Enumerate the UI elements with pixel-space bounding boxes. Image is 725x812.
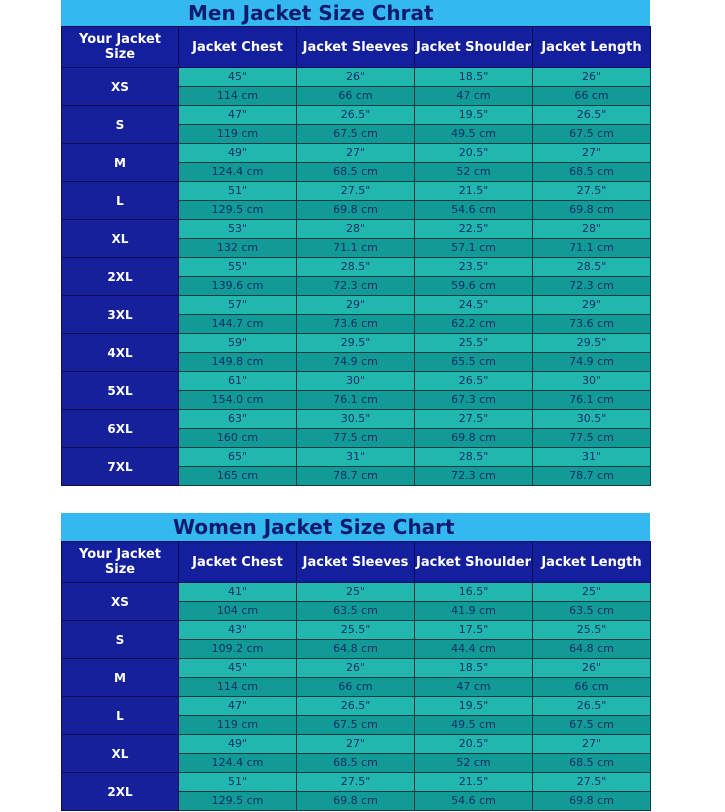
size-label: L bbox=[62, 182, 179, 220]
chest-inches: 61" bbox=[179, 372, 297, 391]
sleeves-cm: 71.1 cm bbox=[297, 239, 415, 258]
sleeves-inches: 27.5" bbox=[297, 182, 415, 201]
table-row bbox=[62, 773, 651, 792]
size-label: 2XL bbox=[62, 773, 179, 811]
sleeves-cm: 66 cm bbox=[297, 678, 415, 697]
shoulder-cm: 52 cm bbox=[415, 163, 533, 182]
chest-cm: 109.2 cm bbox=[179, 640, 297, 659]
shoulder-inches: 27.5" bbox=[415, 410, 533, 429]
header-size: Your Jacket Size bbox=[62, 27, 179, 68]
chest-cm: 139.6 cm bbox=[179, 277, 297, 296]
shoulder-inches: 20.5" bbox=[415, 144, 533, 163]
chest-inches: 63" bbox=[179, 410, 297, 429]
size-label: 2XL bbox=[62, 258, 179, 296]
shoulder-inches: 18.5" bbox=[415, 68, 533, 87]
men-size-table bbox=[61, 26, 651, 486]
size-label: 3XL bbox=[62, 296, 179, 334]
chest-cm: 124.4 cm bbox=[179, 754, 297, 773]
shoulder-inches: 22.5" bbox=[415, 220, 533, 239]
sleeves-inches: 25.5" bbox=[297, 621, 415, 640]
chest-inches: 49" bbox=[179, 735, 297, 754]
length-inches: 29.5" bbox=[533, 334, 651, 353]
sleeves-inches: 28" bbox=[297, 220, 415, 239]
sleeves-inches: 27" bbox=[297, 735, 415, 754]
shoulder-cm: 52 cm bbox=[415, 754, 533, 773]
shoulder-cm: 69.8 cm bbox=[415, 429, 533, 448]
size-label: S bbox=[62, 106, 179, 144]
length-inches: 28" bbox=[533, 220, 651, 239]
chest-inches: 55" bbox=[179, 258, 297, 277]
size-label: 6XL bbox=[62, 410, 179, 448]
shoulder-cm: 57.1 cm bbox=[415, 239, 533, 258]
chest-inches: 49" bbox=[179, 144, 297, 163]
shoulder-inches: 23.5" bbox=[415, 258, 533, 277]
table-row bbox=[62, 697, 651, 716]
chest-inches: 57" bbox=[179, 296, 297, 315]
sleeves-inches: 29.5" bbox=[297, 334, 415, 353]
size-label: 4XL bbox=[62, 334, 179, 372]
shoulder-inches: 26.5" bbox=[415, 372, 533, 391]
size-label: XS bbox=[62, 583, 179, 621]
header-length: Jacket Length bbox=[533, 542, 651, 583]
table-row bbox=[62, 621, 651, 640]
shoulder-inches: 25.5" bbox=[415, 334, 533, 353]
women-header-row bbox=[62, 542, 651, 583]
sleeves-cm: 69.8 cm bbox=[297, 792, 415, 811]
shoulder-cm: 54.6 cm bbox=[415, 792, 533, 811]
shoulder-cm: 44.4 cm bbox=[415, 640, 533, 659]
length-cm: 73.6 cm bbox=[533, 315, 651, 334]
chest-inches: 51" bbox=[179, 182, 297, 201]
length-cm: 74.9 cm bbox=[533, 353, 651, 372]
chest-cm: 165 cm bbox=[179, 467, 297, 486]
shoulder-inches: 16.5" bbox=[415, 583, 533, 602]
shoulder-cm: 47 cm bbox=[415, 87, 533, 106]
size-label: L bbox=[62, 697, 179, 735]
shoulder-inches: 20.5" bbox=[415, 735, 533, 754]
header-chest: Jacket Chest bbox=[179, 27, 297, 68]
chest-inches: 41" bbox=[179, 583, 297, 602]
chest-cm: 119 cm bbox=[179, 125, 297, 144]
length-cm: 63.5 cm bbox=[533, 602, 651, 621]
chest-cm: 114 cm bbox=[179, 87, 297, 106]
shoulder-cm: 65.5 cm bbox=[415, 353, 533, 372]
chest-cm: 154.0 cm bbox=[179, 391, 297, 410]
length-cm: 76.1 cm bbox=[533, 391, 651, 410]
length-inches: 27.5" bbox=[533, 773, 651, 792]
table-row bbox=[62, 220, 651, 239]
sleeves-cm: 66 cm bbox=[297, 87, 415, 106]
size-label: S bbox=[62, 621, 179, 659]
sleeves-cm: 77.5 cm bbox=[297, 429, 415, 448]
shoulder-inches: 17.5" bbox=[415, 621, 533, 640]
length-inches: 25.5" bbox=[533, 621, 651, 640]
chest-cm: 119 cm bbox=[179, 716, 297, 735]
chest-cm: 104 cm bbox=[179, 602, 297, 621]
size-label: XL bbox=[62, 220, 179, 258]
table-row bbox=[62, 735, 651, 754]
chest-inches: 45" bbox=[179, 68, 297, 87]
header-length: Jacket Length bbox=[533, 27, 651, 68]
chest-inches: 45" bbox=[179, 659, 297, 678]
sleeves-cm: 67.5 cm bbox=[297, 716, 415, 735]
sleeves-inches: 26" bbox=[297, 659, 415, 678]
sleeves-inches: 28.5" bbox=[297, 258, 415, 277]
sleeves-cm: 73.6 cm bbox=[297, 315, 415, 334]
sleeves-inches: 30" bbox=[297, 372, 415, 391]
shoulder-cm: 47 cm bbox=[415, 678, 533, 697]
shoulder-cm: 41.9 cm bbox=[415, 602, 533, 621]
length-cm: 68.5 cm bbox=[533, 754, 651, 773]
sleeves-cm: 72.3 cm bbox=[297, 277, 415, 296]
chest-cm: 129.5 cm bbox=[179, 201, 297, 220]
length-inches: 30.5" bbox=[533, 410, 651, 429]
table-row bbox=[62, 334, 651, 353]
length-inches: 26" bbox=[533, 68, 651, 87]
chest-cm: 124.4 cm bbox=[179, 163, 297, 182]
shoulder-inches: 19.5" bbox=[415, 697, 533, 716]
size-label: 7XL bbox=[62, 448, 179, 486]
chest-cm: 132 cm bbox=[179, 239, 297, 258]
chest-inches: 65" bbox=[179, 448, 297, 467]
sleeves-cm: 68.5 cm bbox=[297, 163, 415, 182]
length-cm: 72.3 cm bbox=[533, 277, 651, 296]
table-row bbox=[62, 372, 651, 391]
shoulder-inches: 24.5" bbox=[415, 296, 533, 315]
length-inches: 27" bbox=[533, 735, 651, 754]
shoulder-inches: 21.5" bbox=[415, 182, 533, 201]
header-shoulder: Jacket Shoulder bbox=[415, 542, 533, 583]
length-cm: 66 cm bbox=[533, 87, 651, 106]
length-inches: 29" bbox=[533, 296, 651, 315]
table-row bbox=[62, 296, 651, 315]
chest-inches: 53" bbox=[179, 220, 297, 239]
length-cm: 64.8 cm bbox=[533, 640, 651, 659]
shoulder-cm: 49.5 cm bbox=[415, 125, 533, 144]
header-sleeves: Jacket Sleeves bbox=[297, 27, 415, 68]
size-label: XS bbox=[62, 68, 179, 106]
length-inches: 28.5" bbox=[533, 258, 651, 277]
sleeves-cm: 63.5 cm bbox=[297, 602, 415, 621]
header-sleeves: Jacket Sleeves bbox=[297, 542, 415, 583]
header-shoulder: Jacket Shoulder bbox=[415, 27, 533, 68]
table-row bbox=[62, 182, 651, 201]
shoulder-cm: 59.6 cm bbox=[415, 277, 533, 296]
table-row bbox=[62, 106, 651, 125]
length-inches: 27" bbox=[533, 144, 651, 163]
length-cm: 67.5 cm bbox=[533, 125, 651, 144]
shoulder-inches: 21.5" bbox=[415, 773, 533, 792]
sleeves-cm: 68.5 cm bbox=[297, 754, 415, 773]
men-chart-title: Men Jacket Size Chrat bbox=[61, 0, 650, 26]
header-size: Your Jacket Size bbox=[62, 542, 179, 583]
sleeves-cm: 74.9 cm bbox=[297, 353, 415, 372]
sleeves-inches: 25" bbox=[297, 583, 415, 602]
sleeves-inches: 29" bbox=[297, 296, 415, 315]
sleeves-inches: 26.5" bbox=[297, 106, 415, 125]
length-inches: 25" bbox=[533, 583, 651, 602]
sleeves-inches: 26" bbox=[297, 68, 415, 87]
chest-cm: 129.5 cm bbox=[179, 792, 297, 811]
table-row bbox=[62, 583, 651, 602]
length-inches: 26" bbox=[533, 659, 651, 678]
size-label: XL bbox=[62, 735, 179, 773]
size-label: M bbox=[62, 144, 179, 182]
length-cm: 68.5 cm bbox=[533, 163, 651, 182]
shoulder-inches: 18.5" bbox=[415, 659, 533, 678]
sleeves-cm: 69.8 cm bbox=[297, 201, 415, 220]
length-inches: 26.5" bbox=[533, 106, 651, 125]
women-chart-title: Women Jacket Size Chart bbox=[61, 513, 650, 541]
chest-inches: 59" bbox=[179, 334, 297, 353]
shoulder-inches: 19.5" bbox=[415, 106, 533, 125]
length-cm: 69.8 cm bbox=[533, 201, 651, 220]
length-inches: 30" bbox=[533, 372, 651, 391]
shoulder-cm: 67.3 cm bbox=[415, 391, 533, 410]
sleeves-inches: 30.5" bbox=[297, 410, 415, 429]
men-size-chart bbox=[61, 0, 650, 486]
sleeves-inches: 27.5" bbox=[297, 773, 415, 792]
shoulder-cm: 72.3 cm bbox=[415, 467, 533, 486]
chest-inches: 47" bbox=[179, 697, 297, 716]
table-row bbox=[62, 448, 651, 467]
shoulder-cm: 49.5 cm bbox=[415, 716, 533, 735]
sleeves-inches: 31" bbox=[297, 448, 415, 467]
shoulder-inches: 28.5" bbox=[415, 448, 533, 467]
size-label: M bbox=[62, 659, 179, 697]
table-row bbox=[62, 144, 651, 163]
chest-cm: 149.8 cm bbox=[179, 353, 297, 372]
length-cm: 69.8 cm bbox=[533, 792, 651, 811]
sleeves-cm: 64.8 cm bbox=[297, 640, 415, 659]
chest-cm: 160 cm bbox=[179, 429, 297, 448]
length-cm: 78.7 cm bbox=[533, 467, 651, 486]
shoulder-cm: 62.2 cm bbox=[415, 315, 533, 334]
women-size-table bbox=[61, 541, 651, 811]
sleeves-inches: 27" bbox=[297, 144, 415, 163]
length-cm: 66 cm bbox=[533, 678, 651, 697]
table-row bbox=[62, 68, 651, 87]
table-row bbox=[62, 258, 651, 277]
shoulder-cm: 54.6 cm bbox=[415, 201, 533, 220]
chest-inches: 47" bbox=[179, 106, 297, 125]
men-header-row bbox=[62, 27, 651, 68]
table-row bbox=[62, 659, 651, 678]
sleeves-cm: 78.7 cm bbox=[297, 467, 415, 486]
length-inches: 27.5" bbox=[533, 182, 651, 201]
size-label: 5XL bbox=[62, 372, 179, 410]
length-cm: 71.1 cm bbox=[533, 239, 651, 258]
chest-inches: 51" bbox=[179, 773, 297, 792]
women-size-chart bbox=[61, 513, 650, 811]
sleeves-cm: 76.1 cm bbox=[297, 391, 415, 410]
length-cm: 77.5 cm bbox=[533, 429, 651, 448]
sleeves-cm: 67.5 cm bbox=[297, 125, 415, 144]
length-cm: 67.5 cm bbox=[533, 716, 651, 735]
table-row bbox=[62, 410, 651, 429]
length-inches: 26.5" bbox=[533, 697, 651, 716]
header-chest: Jacket Chest bbox=[179, 542, 297, 583]
chest-cm: 114 cm bbox=[179, 678, 297, 697]
chest-inches: 43" bbox=[179, 621, 297, 640]
chest-cm: 144.7 cm bbox=[179, 315, 297, 334]
length-inches: 31" bbox=[533, 448, 651, 467]
sleeves-inches: 26.5" bbox=[297, 697, 415, 716]
